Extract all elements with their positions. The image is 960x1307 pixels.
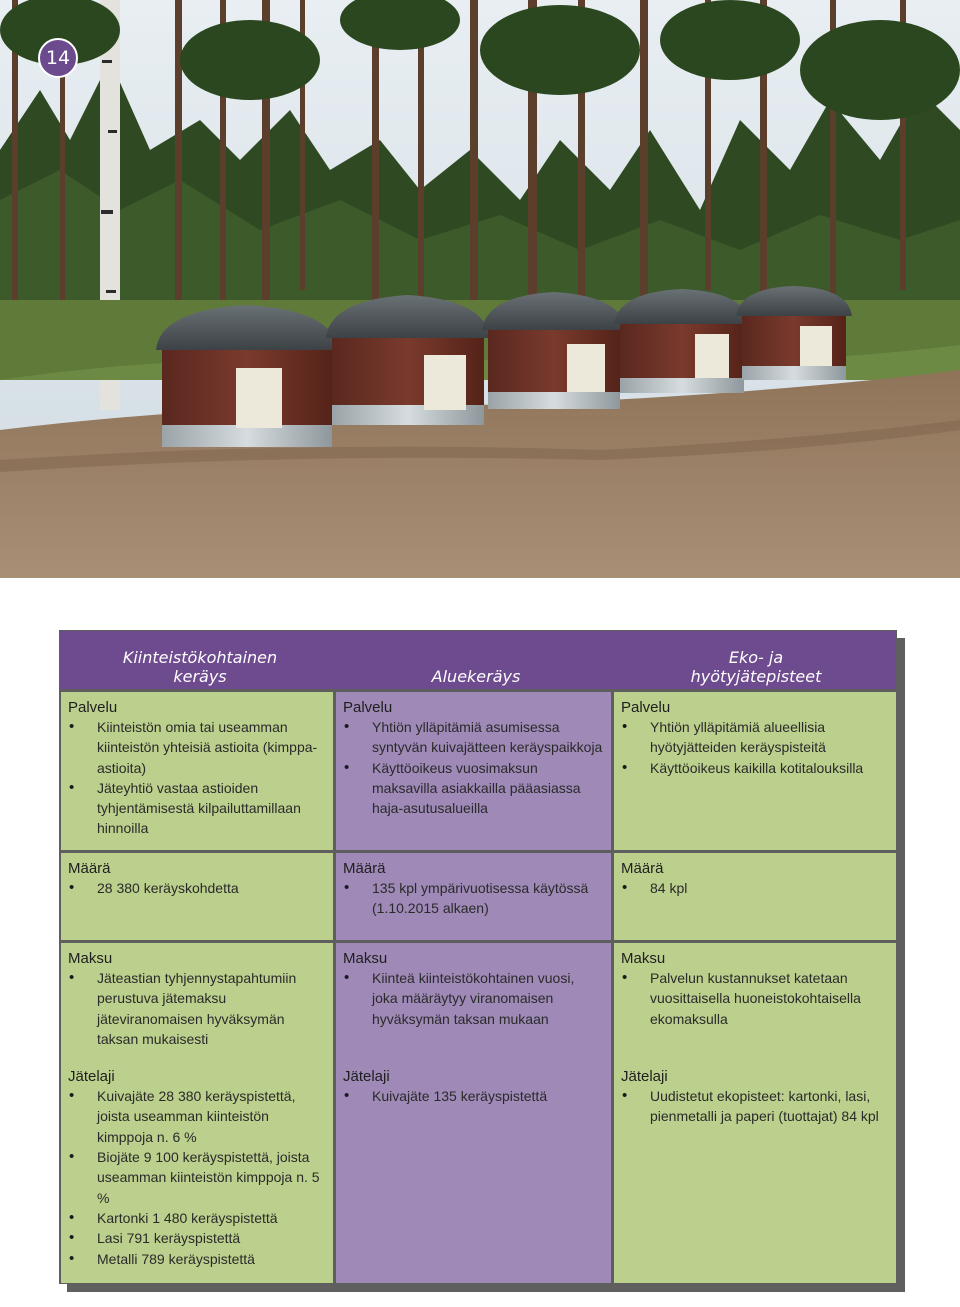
- section-title: Maksu: [343, 950, 388, 967]
- bullet-list: [343, 717, 603, 818]
- cell-maara-alue: [336, 853, 611, 940]
- bullet-list: [343, 968, 603, 1029]
- header-aluekerays: Aluekeräys: [431, 667, 521, 686]
- bullet-list: [621, 717, 888, 778]
- list-item: • Kuivajäte 28 380 keräyspistettä, joista useamman kiinteistön kimppoja n. 6 %: [68, 1086, 325, 1147]
- cell-maara-kiinteisto: [61, 853, 333, 940]
- cell-palvelu-kiinteisto: [61, 692, 333, 850]
- table-grid: [59, 630, 897, 1284]
- bullet-list: [621, 878, 888, 898]
- list-item: • Lasi 791 keräyspistettä: [68, 1228, 325, 1248]
- photo-scene: [0, 0, 960, 578]
- bullet-list: [68, 968, 325, 1049]
- section-title: Määrä: [68, 860, 111, 877]
- container-2: [326, 295, 490, 425]
- list-item: • Käyttöoikeus vuosimaksun maksavilla asiakkailla pääasiassa haja-asutusalueilla: [343, 758, 603, 819]
- container-3: [482, 292, 626, 409]
- list-item: • Kartonki 1 480 keräyspistettä: [68, 1208, 325, 1228]
- waste-collection-table: [59, 630, 897, 1284]
- list-item: • Metalli 789 keräyspistettä: [68, 1249, 325, 1269]
- table-header: [60, 631, 896, 689]
- cell-maksu-jatelaji-alue: [336, 943, 611, 1283]
- section-title: Palvelu: [621, 699, 671, 716]
- bullet-list: [621, 968, 888, 1029]
- bullet-list: [68, 1086, 325, 1269]
- header-eko-hyotyjatepisteet: Eko- ja hyötyjätepisteet: [690, 648, 822, 686]
- section-title: Palvelu: [343, 699, 393, 716]
- list-item: • Käyttöoikeus kaikilla kotitalouksilla: [621, 758, 888, 778]
- container-5: [736, 286, 852, 380]
- section-title: Jätelaji: [343, 1067, 390, 1085]
- cell-maksu-jatelaji-eko: [614, 943, 896, 1283]
- list-item: • Uudistetut ekopisteet: kartonki, lasi, pienmetalli ja paperi (tuottajat) 84 kpl: [621, 1086, 888, 1127]
- section-title: Määrä: [343, 860, 386, 877]
- list-item: • 28 380 keräyskohdetta: [68, 878, 325, 898]
- cell-palvelu-alue: [336, 692, 611, 850]
- section-title: Jätelaji: [621, 1067, 668, 1085]
- cell-maksu-jatelaji-kiinteisto: [61, 943, 333, 1283]
- section-title: Maksu: [68, 950, 113, 967]
- section-title: Määrä: [621, 860, 664, 877]
- container-1: [156, 305, 338, 447]
- bullet-list: [343, 1086, 603, 1106]
- bullet-list: [68, 878, 325, 898]
- list-item: • Palvelun kustannukset katetaan vuosittaisella huoneistokohtaisella ekomaksulla: [621, 968, 888, 1029]
- page-number: 14: [38, 38, 78, 78]
- cell-palvelu-eko: [614, 692, 896, 850]
- list-item: • Yhtiön ylläpitämiä asumisessa syntyvän kuivajätteen keräyspaikkoja: [343, 717, 603, 758]
- photo-collection-containers: [0, 0, 960, 578]
- cell-maara-eko: [614, 853, 896, 940]
- bullet-list: [343, 878, 603, 919]
- section-title: Palvelu: [68, 699, 118, 716]
- bullet-list: [621, 1086, 888, 1127]
- list-item: • Kiinteä kiinteistökohtainen vuosi, joka määräytyy viranomaisen hyväksymän taksan mukaan: [343, 968, 603, 1029]
- header-kiinteistokohtainen: Kiinteistökohtainen keräys: [122, 648, 278, 686]
- list-item: • 84 kpl: [621, 878, 888, 898]
- bullet-list: [68, 717, 325, 839]
- section-title: Maksu: [621, 950, 666, 967]
- section-title: Jätelaji: [68, 1068, 115, 1086]
- list-item: • Jäteyhtiö vastaa astioiden tyhjentämisestä kilpailuttamillaan hinnoilla: [68, 778, 325, 839]
- list-item: • 135 kpl ympärivuotisessa käytössä (1.10.2015 alkaen): [343, 878, 603, 919]
- list-item: • Kiinteistön omia tai useamman kiinteistön yhteisiä astioita (kimppa-astioita): [68, 717, 325, 778]
- list-item: • Jäteastian tyhjennystapahtumiin perustuva jätemaksu jäteviranomaisen hyväksymän taksan mukaisesti: [68, 968, 325, 1049]
- list-item: • Yhtiön ylläpitämiä alueellisia hyötyjätteiden keräyspisteitä: [621, 717, 888, 758]
- container-4: [614, 289, 750, 393]
- list-item: • Kuivajäte 135 keräyspistettä: [343, 1086, 603, 1106]
- list-item: • Biojäte 9 100 keräyspistettä, joista useamman kiinteistön kimppoja n. 5 %: [68, 1147, 325, 1208]
